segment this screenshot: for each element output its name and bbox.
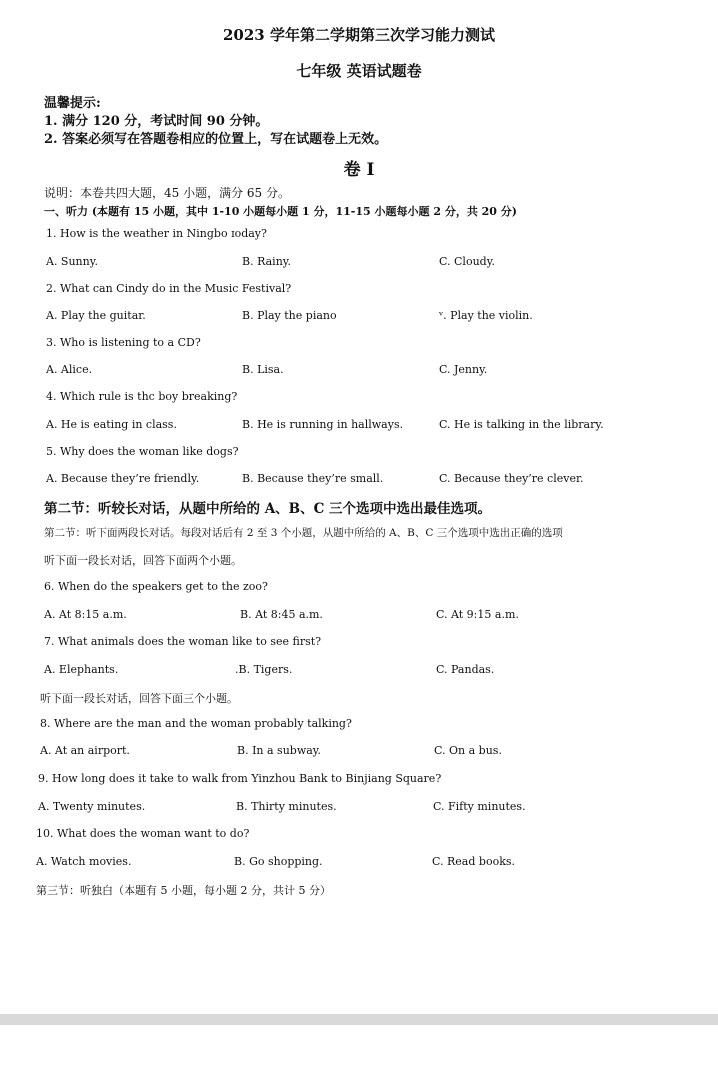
option-9a: A. Twenty minutes. bbox=[38, 800, 146, 813]
option-2c: ᵛ. Play the violin. bbox=[439, 309, 533, 322]
option-3a: A. Alice. bbox=[46, 363, 93, 376]
option-1b: B. Rainy. bbox=[242, 255, 292, 268]
option-8c: C. On a bus. bbox=[434, 744, 502, 757]
option-4a: A. He is eating in class. bbox=[46, 418, 177, 431]
option-2a: A. Play the guitar. bbox=[46, 309, 146, 322]
question-10: 10. What does the woman want to do? bbox=[36, 827, 250, 840]
option-7c: C. Pandas. bbox=[436, 663, 495, 676]
section2-desc: 第二节：听下面两段长对话。每段对话后有 2 至 3 个小题，从题中所给的 A、B、C 三个选项中选出正确的选项 bbox=[44, 527, 563, 539]
question-8: 8. Where are the man and the woman probably talking? bbox=[40, 717, 352, 730]
section2-instruction: 听下面一段长对话，回答下面两个小题。 bbox=[44, 554, 242, 567]
question-3: 3. Who is listening to a CD? bbox=[46, 336, 201, 349]
section2-mid-instruction: 听下面一段长对话，回答下面三个小题。 bbox=[40, 692, 238, 705]
question-1: 1. How is the weather in Ningbo ɪoday? bbox=[46, 227, 267, 240]
tip-item-2: 2. 答案必须写在答题卷相应的位置上，写在试题卷上无效。 bbox=[44, 132, 388, 147]
option-10c: C. Read books. bbox=[432, 855, 515, 868]
question-9: 9. How long does it take to walk from Yinzhou Bank to Binjiang Square? bbox=[38, 772, 442, 785]
part1-heading: 一、听力 (本题有 15 小题，其中 1-10 小题每小题 1 分，11-15 小题每小题 2 分，共 20 分) bbox=[44, 205, 517, 218]
option-4b: B. He is running in hallways. bbox=[242, 418, 404, 431]
option-5c: C. Because they’re clever. bbox=[439, 472, 584, 485]
volume-intro: 说明：本卷共四大题，45 小题，满分 65 分。 bbox=[44, 186, 290, 200]
option-2b: B. Play the piano bbox=[242, 309, 337, 322]
option-8b: B. In a subway. bbox=[237, 744, 322, 757]
option-9b: B. Thirty minutes. bbox=[236, 800, 337, 813]
option-5a: A. Because they’re friendly. bbox=[46, 472, 200, 485]
exam-title: 2023 学年第二学期第三次学习能力测试 bbox=[223, 26, 495, 44]
option-1c: C. Cloudy. bbox=[439, 255, 495, 268]
option-6b: B. At 8:45 a.m. bbox=[240, 608, 323, 621]
question-2: 2. What can Cindy do in the Music Festival? bbox=[46, 282, 292, 295]
section2-heading: 第二节：听较长对话，从题中所给的 A、B、C 三个选项中选出最佳选项。 bbox=[44, 501, 492, 517]
option-7b: .B. Tigers. bbox=[235, 663, 293, 676]
option-8a: A. At an airport. bbox=[40, 744, 130, 757]
option-3b: B. Lisa. bbox=[242, 363, 284, 376]
option-1a: A. Sunny. bbox=[46, 255, 98, 268]
option-6c: C. At 9:15 a.m. bbox=[436, 608, 519, 621]
option-5b: B. Because they’re small. bbox=[242, 472, 384, 485]
page-divider bbox=[0, 1014, 718, 1025]
option-7a: A. Elephants. bbox=[44, 663, 119, 676]
option-6a: A. At 8:15 a.m. bbox=[44, 608, 127, 621]
exam-subtitle: 七年级 英语试题卷 bbox=[296, 62, 422, 80]
volume-label: 卷 I bbox=[343, 160, 375, 180]
option-9c: C. Fifty minutes. bbox=[433, 800, 526, 813]
question-7: 7. What animals does the woman like to see first? bbox=[44, 635, 322, 648]
option-10a: A. Watch movies. bbox=[36, 855, 132, 868]
question-4: 4. Which rule is thc boy breaking? bbox=[46, 390, 238, 403]
tip-item-1: 1. 满分 120 分，考试时间 90 分钟。 bbox=[44, 114, 269, 129]
option-3c: C. Jenny. bbox=[439, 363, 488, 376]
option-4c: C. He is talking in the library. bbox=[439, 418, 604, 431]
option-10b: B. Go shopping. bbox=[234, 855, 323, 868]
section3-heading: 第三节：听独白（本题有 5 小题，每小题 2 分，共计 5 分） bbox=[36, 884, 331, 897]
question-5: 5. Why does the woman like dogs? bbox=[46, 445, 239, 458]
tips-heading: 温馨提示: bbox=[44, 96, 101, 111]
question-6: 6. When do the speakers get to the zoo? bbox=[44, 580, 268, 593]
